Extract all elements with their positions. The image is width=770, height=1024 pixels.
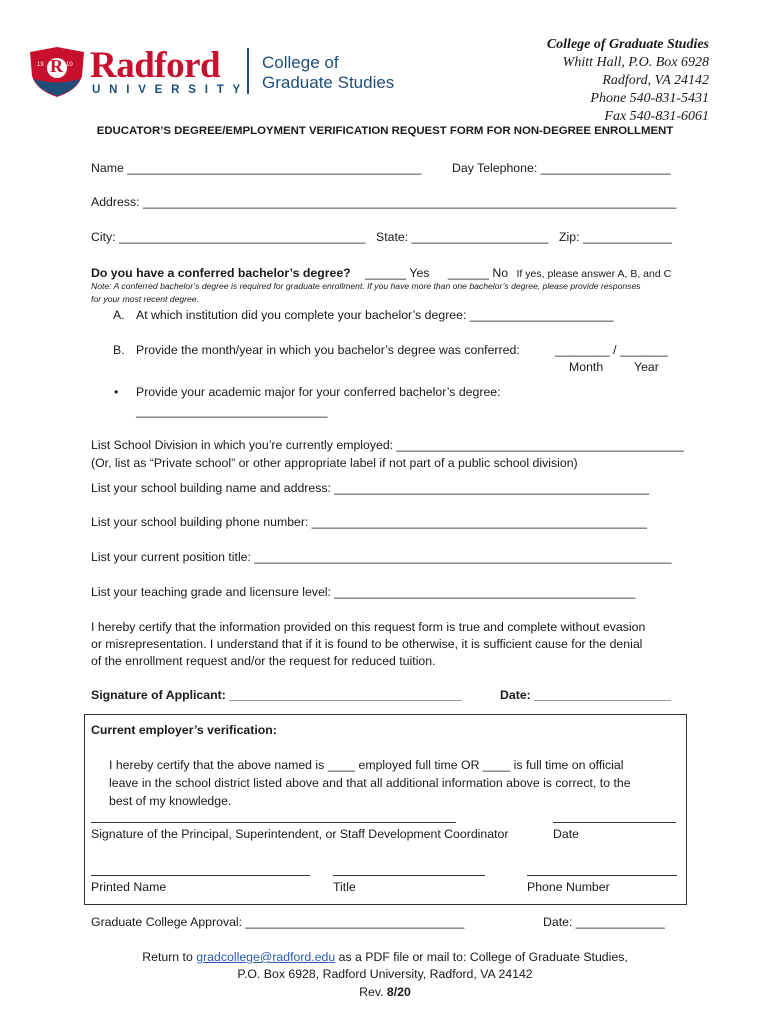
logo-college-line1: College of: [262, 53, 339, 72]
title-line[interactable]: [333, 875, 485, 876]
footer-return-line: [0, 950, 770, 964]
revision-value: 8/20: [386, 985, 411, 999]
certification-line1: I hereby certify that the information provided on this request form is true and complete without evasion: [91, 620, 646, 634]
bachelor-no-field[interactable]: ______ No: [447, 266, 509, 280]
item-b-date-field[interactable]: ________ / _______: [555, 343, 668, 357]
day-telephone-field[interactable]: Day Telephone: ___________________: [452, 161, 671, 175]
position-title-field[interactable]: List your current position title: _____________________________________________________________: [91, 550, 672, 564]
address-field[interactable]: Address: ______________________________________________________________________________: [91, 195, 677, 209]
bachelor-note-line1: Note: A conferred bachelor’s degree is required for graduate enrollment. If you have more than one bachelor’s degree, please provide responses: [91, 281, 641, 291]
address-line-3: Radford, VA 24142: [602, 73, 709, 88]
item-a-institution-field[interactable]: At which institution did you complete your bachelor’s degree: _____________________: [136, 308, 614, 322]
logo-divider: [247, 48, 249, 94]
footer-revision: [0, 985, 770, 999]
school-division-field[interactable]: List School Division in which you’re currently employed: __________________________________________: [91, 438, 684, 452]
bachelor-yes-field[interactable]: ______ Yes: [365, 266, 430, 280]
state-field[interactable]: State: ____________________: [376, 230, 549, 244]
bachelor-question-row: [91, 264, 671, 282]
employer-cert-line3: best of my knowledge.: [109, 794, 232, 808]
employer-heading: Current employer’s verification:: [91, 723, 277, 737]
address-line-5: Fax 540-831-6061: [604, 109, 709, 124]
bachelor-note-line2: for your most recent degree.: [91, 294, 199, 304]
logo-college-line2: Graduate Studies: [262, 73, 395, 92]
supervisor-date-line[interactable]: [553, 822, 676, 823]
supervisor-signature-line[interactable]: [91, 822, 456, 823]
footer-mail-address: P.O. Box 6928, Radford University, Radford, VA 24142: [237, 967, 533, 981]
shield-year-right: 10: [66, 62, 73, 68]
printed-name-line[interactable]: [91, 875, 310, 876]
approval-date-field[interactable]: Date: _____________: [543, 915, 665, 929]
building-phone-field[interactable]: List your school building phone number: _________________________________________________: [91, 515, 647, 529]
item-a-marker: A.: [113, 308, 125, 322]
bachelor-question: Do you have a conferred bachelor’s degree?: [91, 266, 351, 280]
supervisor-date-label: Date: [553, 827, 579, 841]
school-division-note: (Or, list as “Private school” or other appropriate label if not part of a public school division): [91, 456, 578, 470]
shield-year-left: 19: [37, 62, 44, 68]
address-line-4: Phone 540-831-5431: [590, 91, 709, 106]
form-title: EDUCATOR’S DEGREE/EMPLOYMENT VERIFICATION REQUEST FORM FOR NON-DEGREE ENROLLMENT: [96, 125, 674, 137]
address-block: [547, 36, 709, 126]
employer-cert-line1: I hereby certify that the above named is ____ employed full time OR ____ is full time on official: [109, 758, 624, 772]
zip-field[interactable]: Zip: _____________: [559, 230, 672, 244]
applicant-signature-field[interactable]: Signature of Applicant: __________________________________: [91, 688, 462, 702]
item-b-month-label: Month: [569, 360, 604, 374]
name-field[interactable]: Name ___________________________________________: [91, 161, 422, 175]
city-field[interactable]: City: ____________________________________: [91, 230, 366, 244]
shield-letter: R: [50, 56, 63, 76]
item-c-bullet: •: [114, 385, 119, 399]
supervisor-signature-label: Signature of the Principal, Superintendent, or Staff Development Coordinator: [91, 827, 509, 841]
applicant-date-field[interactable]: Date: ____________________: [500, 688, 671, 702]
building-address-field[interactable]: List your school building name and address: ______________________________________________: [91, 481, 649, 495]
certification-line3: of the enrollment request and/or the request for reduced tuition.: [91, 654, 436, 668]
item-b-marker: B.: [113, 343, 125, 357]
title-label: Title: [333, 880, 356, 894]
employer-cert-line2: leave in the school district listed above and that all additional information above is correct, to the: [109, 776, 631, 790]
bachelor-instruction: If yes, please answer A, B, and C: [516, 268, 672, 280]
teaching-grade-field[interactable]: List your teaching grade and licensure level: ____________________________________________: [91, 585, 636, 599]
printed-name-label: Printed Name: [91, 880, 167, 894]
item-b-year-label: Year: [634, 360, 659, 374]
logo-name: Radford: [90, 45, 221, 86]
phone-number-label: Phone Number: [527, 880, 610, 894]
footer-return-prefix: Return to: [142, 950, 193, 964]
item-c-text: Provide your academic major for your conferred bachelor’s degree:: [136, 385, 501, 399]
revision-label: Rev.: [359, 985, 384, 999]
item-c-major-field[interactable]: ____________________________: [136, 404, 328, 418]
graduate-email-link[interactable]: gradcollege@radford.edu: [196, 950, 336, 964]
graduate-approval-field[interactable]: Graduate College Approval: ________________________________: [91, 915, 465, 929]
phone-number-line[interactable]: [527, 875, 677, 876]
employer-verification-box: [84, 714, 687, 905]
certification-line2: or misrepresentation. I understand that if it is found to be otherwise, it is sufficient cause for the denial: [91, 637, 643, 651]
address-line-1: College of Graduate Studies: [546, 37, 709, 52]
footer-return-suffix: as a PDF file or mail to: College of Graduate Studies,: [338, 950, 628, 964]
item-b-text: Provide the month/year in which you bachelor’s degree was conferred:: [136, 343, 520, 357]
address-line-2: Whitt Hall, P.O. Box 6928: [562, 55, 709, 70]
logo-subname: UNIVERSITY: [92, 84, 250, 96]
